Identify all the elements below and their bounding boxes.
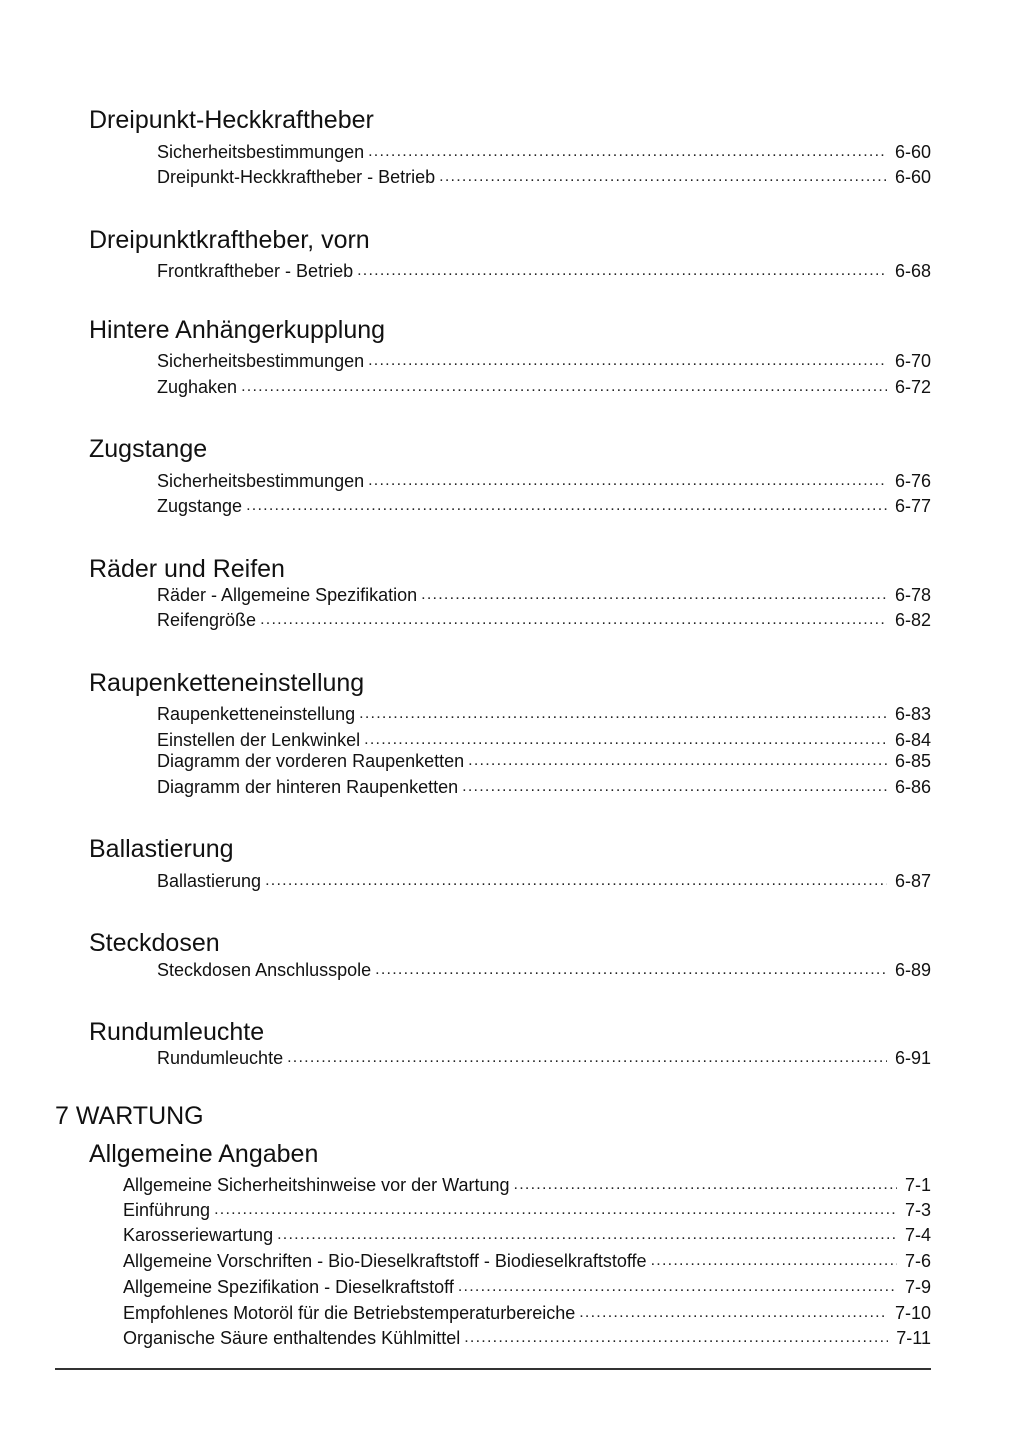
section-title: Allgemeine Angaben bbox=[89, 1140, 319, 1168]
dot-leader bbox=[241, 377, 887, 398]
toc-entry[interactable] bbox=[157, 468, 931, 492]
toc-entry[interactable] bbox=[157, 607, 931, 631]
toc-entry[interactable] bbox=[157, 868, 931, 892]
toc-entry[interactable] bbox=[157, 139, 931, 163]
toc-entry-label: Allgemeine Spezifikation - Dieselkraftstoff bbox=[123, 1277, 454, 1297]
chapter-title: 7 WARTUNG bbox=[55, 1102, 204, 1130]
toc-entry[interactable] bbox=[157, 164, 931, 188]
section-title: Räder und Reifen bbox=[89, 555, 285, 583]
dot-leader bbox=[368, 142, 887, 163]
toc-entry-label: Steckdosen Anschlusspole bbox=[157, 960, 372, 980]
toc-entry-page: 6-68 bbox=[894, 261, 931, 281]
toc-entry-page: 6-77 bbox=[894, 496, 931, 516]
toc-entry-label: Diagramm der hinteren Raupenketten bbox=[157, 777, 459, 797]
dot-leader bbox=[651, 1251, 897, 1272]
dot-leader bbox=[357, 261, 887, 282]
toc-entry[interactable] bbox=[157, 748, 931, 772]
dot-leader bbox=[368, 351, 887, 372]
toc-entry-page: 7-11 bbox=[896, 1328, 931, 1348]
dot-leader bbox=[375, 960, 887, 981]
toc-entry-page: 7-9 bbox=[904, 1277, 931, 1297]
toc-entry-label: Rundumleuchte bbox=[157, 1048, 284, 1068]
toc-entry[interactable] bbox=[157, 582, 931, 606]
toc-entry[interactable] bbox=[123, 1248, 931, 1272]
toc-entry[interactable] bbox=[157, 374, 931, 398]
toc-entry-page: 6-84 bbox=[894, 730, 931, 750]
toc-entry-label: Räder - Allgemeine Spezifikation bbox=[157, 585, 418, 605]
toc-entry-page: 6-86 bbox=[894, 777, 931, 797]
footer-rule bbox=[55, 1368, 931, 1370]
toc-entry[interactable] bbox=[157, 1045, 931, 1069]
toc-entry-label: Organische Säure enthaltendes Kühlmittel bbox=[123, 1328, 461, 1348]
section-title: Rundumleuchte bbox=[89, 1018, 265, 1046]
toc-entry-page: 6-85 bbox=[894, 751, 931, 771]
toc-entry-label: Raupenketteneinstellung bbox=[157, 704, 356, 724]
dot-leader bbox=[265, 871, 887, 892]
dot-leader bbox=[579, 1303, 887, 1324]
dot-leader bbox=[464, 1328, 888, 1349]
dot-leader bbox=[359, 704, 887, 725]
toc-entry-label: Zugstange bbox=[157, 496, 243, 516]
toc-entry-label: Sicherheitsbestimmungen bbox=[157, 142, 365, 162]
toc-entry-label: Sicherheitsbestimmungen bbox=[157, 471, 365, 491]
section-title: Raupenketteneinstellung bbox=[89, 669, 365, 697]
toc-entry-page: 6-78 bbox=[894, 585, 931, 605]
toc-entry[interactable] bbox=[157, 258, 931, 282]
toc-entry-label: Karosseriewartung bbox=[123, 1225, 274, 1245]
toc-entry-label: Dreipunkt-Heckkraftheber - Betrieb bbox=[157, 167, 436, 187]
toc-entry-page: 6-76 bbox=[894, 471, 931, 491]
toc-entry-page: 6-83 bbox=[894, 704, 931, 724]
section-title: Steckdosen bbox=[89, 929, 220, 957]
toc-entry[interactable] bbox=[157, 493, 931, 517]
toc-entry-page: 6-89 bbox=[894, 960, 931, 980]
dot-leader bbox=[246, 496, 887, 517]
toc-entry[interactable] bbox=[123, 1197, 931, 1221]
toc-entry-page: 6-60 bbox=[894, 167, 931, 187]
toc-entry-page: 6-91 bbox=[894, 1048, 931, 1068]
toc-entry[interactable] bbox=[157, 957, 931, 981]
toc-entry[interactable] bbox=[123, 1172, 931, 1196]
toc-entry-page: 6-60 bbox=[894, 142, 931, 162]
toc-entry-label: Diagramm der vorderen Raupenketten bbox=[157, 751, 465, 771]
toc-entry-label: Sicherheitsbestimmungen bbox=[157, 351, 365, 371]
toc-entry[interactable] bbox=[123, 1222, 931, 1246]
toc-entry-page: 7-3 bbox=[904, 1200, 931, 1220]
dot-leader bbox=[421, 585, 887, 606]
toc-entry-label: Ballastierung bbox=[157, 871, 262, 891]
toc-entry-label: Frontkraftheber - Betrieb bbox=[157, 261, 354, 281]
section-title: Zugstange bbox=[89, 435, 208, 463]
toc-entry-label: Reifengröße bbox=[157, 610, 257, 630]
toc-entry-label: Zughaken bbox=[157, 377, 238, 397]
dot-leader bbox=[468, 751, 887, 772]
toc-entry[interactable] bbox=[157, 348, 931, 372]
section-title: Hintere Anhängerkupplung bbox=[89, 316, 386, 344]
dot-leader bbox=[439, 167, 887, 188]
toc-entry-page: 7-10 bbox=[894, 1303, 931, 1323]
toc-entry-label: Einführung bbox=[123, 1200, 211, 1220]
toc-entry[interactable] bbox=[123, 1325, 931, 1349]
toc-entry[interactable] bbox=[123, 1300, 931, 1324]
toc-entry-page: 7-6 bbox=[904, 1251, 931, 1271]
toc-entry-label: Empfohlenes Motoröl für die Betriebstemperaturbereiche bbox=[123, 1303, 576, 1323]
toc-entry-page: 7-4 bbox=[904, 1225, 931, 1245]
section-title: Dreipunktkraftheber, vorn bbox=[89, 226, 370, 254]
dot-leader bbox=[260, 610, 887, 631]
dot-leader bbox=[277, 1225, 897, 1246]
toc-entry-page: 6-72 bbox=[894, 377, 931, 397]
toc-entry-label: Allgemeine Vorschriften - Bio-Dieselkraftstoff - Biodieselkraftstoffe bbox=[123, 1251, 647, 1271]
toc-entry-page: 6-70 bbox=[894, 351, 931, 371]
toc-entry[interactable] bbox=[157, 701, 931, 725]
dot-leader bbox=[514, 1175, 897, 1196]
section-title: Dreipunkt-Heckkraftheber bbox=[89, 106, 374, 134]
section-title: Ballastierung bbox=[89, 835, 234, 863]
toc-entry[interactable] bbox=[157, 774, 931, 798]
toc-entry-page: 6-87 bbox=[894, 871, 931, 891]
dot-leader bbox=[368, 471, 887, 492]
toc-entry-page: 7-1 bbox=[904, 1175, 931, 1195]
toc-entry[interactable] bbox=[123, 1274, 931, 1298]
dot-leader bbox=[287, 1048, 887, 1069]
dot-leader bbox=[458, 1277, 897, 1298]
toc-entry-label: Einstellen der Lenkwinkel bbox=[157, 730, 361, 750]
toc-entry-page: 6-82 bbox=[894, 610, 931, 630]
toc-entry-label: Allgemeine Sicherheitshinweise vor der Wartung bbox=[123, 1175, 510, 1195]
dot-leader bbox=[214, 1200, 897, 1221]
dot-leader bbox=[462, 777, 887, 798]
